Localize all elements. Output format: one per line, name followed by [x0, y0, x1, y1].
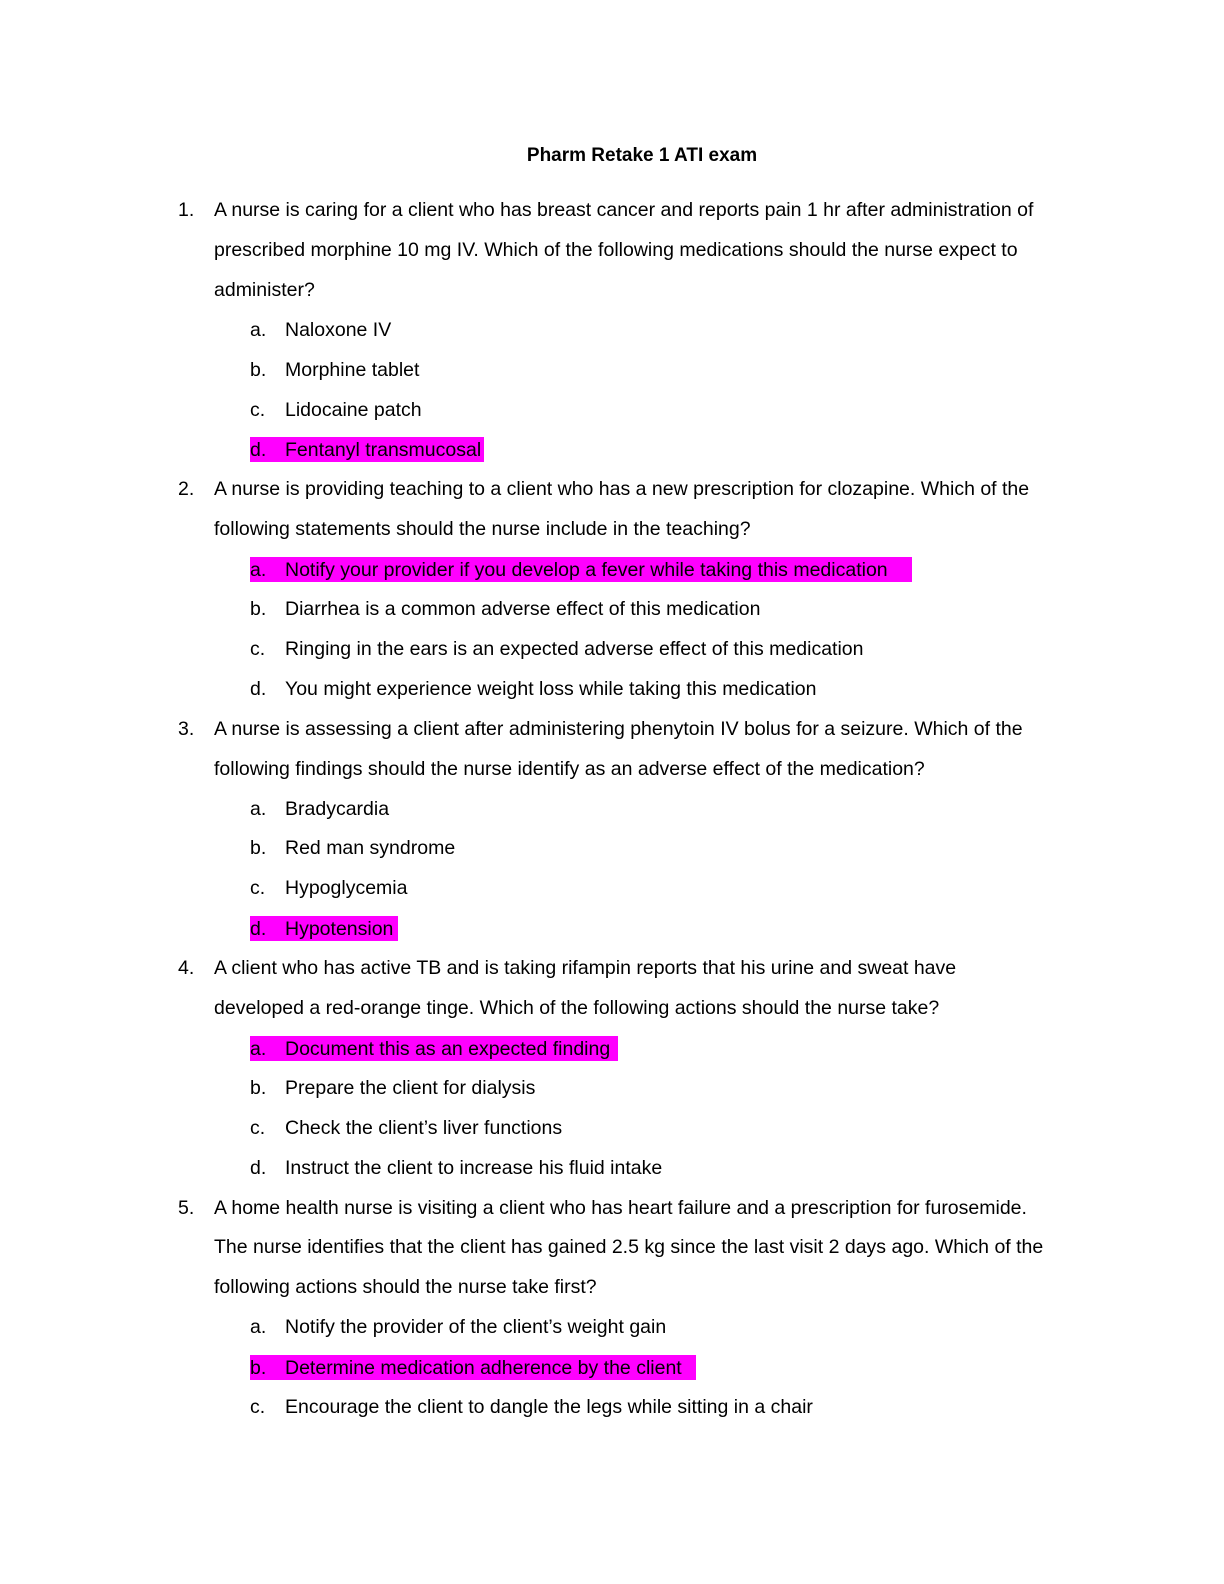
- question-text: A client who has active TB and is taking rifampin reports that his urine and sweat have: [214, 957, 957, 980]
- document-title: Pharm Retake 1 ATI exam: [526, 145, 758, 166]
- question-text: following findings should the nurse identify as an adverse effect of the medication?: [214, 757, 925, 780]
- question-number: 1.: [178, 199, 195, 221]
- option-text: Ringing in the ears is an expected adverse effect of this medication: [285, 637, 864, 660]
- option-text: Lidocaine patch: [285, 398, 422, 421]
- question-number: 2.: [178, 478, 195, 501]
- option-letter: d.: [250, 1156, 267, 1179]
- option-letter: a.: [250, 318, 267, 341]
- option-text: Instruct the client to increase his fluid intake: [285, 1156, 663, 1179]
- question-text: administer?: [214, 278, 315, 301]
- option-text: Bradycardia: [285, 797, 390, 820]
- option-text: You might experience weight loss while taking this medication: [285, 677, 817, 700]
- answer-option-highlighted: [250, 557, 912, 582]
- option-text: Naloxone IV: [285, 318, 392, 341]
- option-text: Diarrhea is a common adverse effect of this medication: [285, 598, 761, 620]
- option-text: Prepare the client for dialysis: [285, 1076, 536, 1099]
- option-letter: b.: [250, 1076, 267, 1099]
- option-text: Fentanyl transmucosal: [285, 439, 482, 462]
- option-text: Check the client’s liver functions: [285, 1116, 563, 1139]
- option-letter: d.: [250, 677, 267, 700]
- option-text: Encourage the client to dangle the legs while sitting in a chair: [285, 1396, 813, 1418]
- question-text: A nurse is caring for a client who has breast cancer and reports pain 1 hr after administration of: [214, 199, 1034, 221]
- option-letter: c.: [250, 877, 266, 900]
- option-letter: d.: [250, 439, 267, 462]
- option-letter: c.: [250, 637, 266, 660]
- question-text: developed a red-orange tinge. Which of the following actions should the nurse take?: [214, 997, 940, 1019]
- option-letter: c.: [250, 398, 266, 421]
- option-letter: c.: [250, 1116, 266, 1139]
- question-text: A nurse is assessing a client after administering phenytoin IV bolus for a seizure. Which of the: [214, 717, 1023, 740]
- question-text: following statements should the nurse include in the teaching?: [214, 518, 751, 541]
- option-letter: a.: [250, 559, 267, 582]
- answer-option-highlighted: [250, 916, 398, 941]
- option-text: Determine medication adherence by the client: [285, 1357, 682, 1380]
- option-letter: b.: [250, 1357, 267, 1380]
- option-letter: c.: [250, 1396, 266, 1418]
- question-text: prescribed morphine 10 mg IV. Which of the following medications should the nurse expect to: [214, 238, 1018, 261]
- option-text: Red man syndrome: [285, 837, 456, 860]
- option-letter: d.: [250, 918, 267, 941]
- option-text: Notify your provider if you develop a fever while taking this medication: [285, 559, 888, 582]
- question-number: 5.: [178, 1196, 195, 1219]
- option-letter: a.: [250, 1037, 267, 1060]
- option-text: Hypoglycemia: [285, 877, 408, 900]
- question-text: A nurse is providing teaching to a client who has a new prescription for clozapine. Which of the: [214, 478, 1030, 501]
- option-text: Notify the provider of the client’s weight gain: [285, 1316, 667, 1339]
- option-letter: b.: [250, 358, 267, 381]
- answer-option-highlighted: [250, 437, 484, 462]
- option-letter: a.: [250, 797, 267, 820]
- option-text: Morphine tablet: [285, 358, 420, 381]
- option-text: Document this as an expected finding: [285, 1037, 611, 1060]
- question-number: 3.: [178, 717, 195, 740]
- question-text: following actions should the nurse take first?: [214, 1276, 597, 1299]
- answer-option-highlighted: [250, 1355, 696, 1380]
- option-letter: b.: [250, 837, 267, 860]
- question-text: The nurse identifies that the client has gained 2.5 kg since the last visit 2 days ago. Which of the: [214, 1236, 1044, 1259]
- option-text: Hypotension: [285, 918, 394, 941]
- answer-option-highlighted: [250, 1036, 618, 1061]
- question-text: A home health nurse is visiting a client who has heart failure and a prescription for furosemide.: [214, 1196, 1027, 1219]
- option-letter: a.: [250, 1316, 267, 1339]
- question-number: 4.: [178, 957, 195, 980]
- option-letter: b.: [250, 598, 267, 620]
